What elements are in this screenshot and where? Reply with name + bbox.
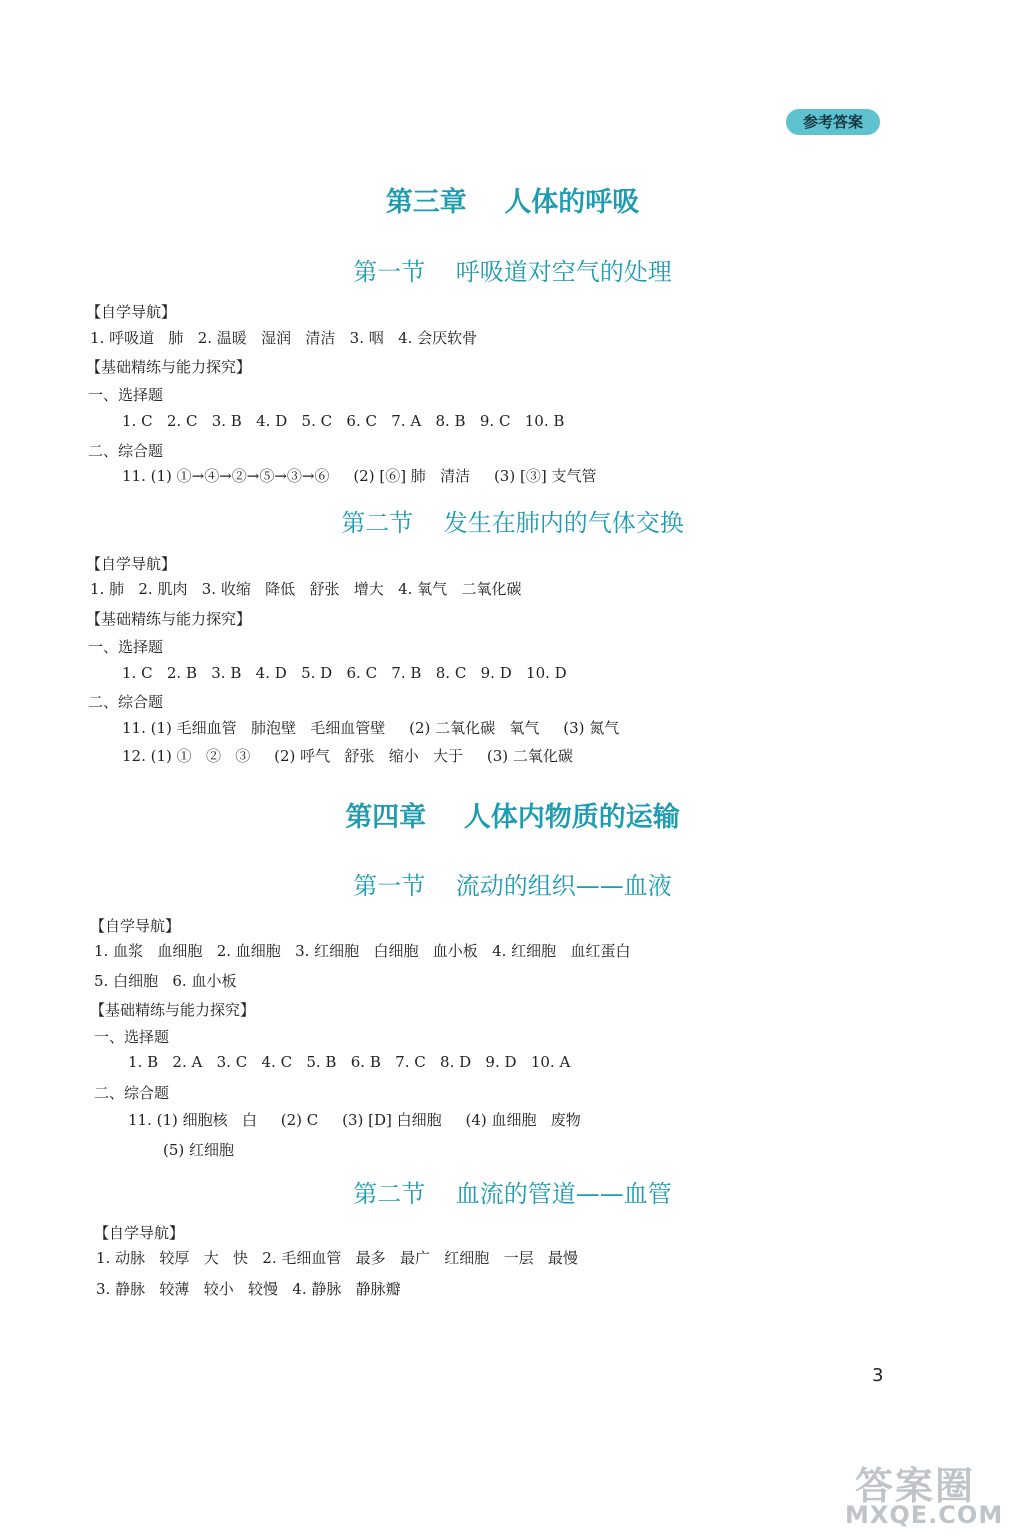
answer-line: 1. 呼吸道 肺 2. 温暖 湿润 清洁 3. 咽 4. 会厌软骨 [90,329,478,347]
answer-line: 5. 白细胞 6. 血小板 [94,972,237,990]
subheading: 【基础精练与能力探究】 [86,358,252,376]
answer-line: 1. C 2. B 3. B 4. D 5. D 6. C 7. B 8. C 9. D 10. D [122,664,567,682]
answer-line: 11. (1) 毛细血管 肺泡壁 毛细血管壁 (2) 二氧化碳 氧气 (3) 氮气 [122,719,620,737]
page-number: 3 [872,1365,884,1386]
answer-line: 3. 静脉 较薄 较小 较慢 4. 静脉 静脉瓣 [96,1280,401,1298]
section-title: 第二节 发生在肺内的气体交换 [341,509,684,537]
question-type-heading: 二、综合题 [88,442,164,460]
watermark-url: MXQE.COM [845,1501,1004,1529]
section-title: 第一节 流动的组织——血液 [353,872,672,900]
subheading: 【自学导航】 [86,555,177,573]
answer-line: 1. C 2. C 3. B 4. D 5. C 6. C 7. A 8. B 9. C 10. B [122,412,565,430]
answer-line: 11. (1) 细胞核 白 (2) C (3) [D] 白细胞 (4) 血细胞 废物 [128,1111,581,1129]
section-title: 第二节 血流的管道——血管 [353,1180,672,1208]
answer-line: 11. (1) ①→④→②→⑤→③→⑥ (2) [⑥] 肺 清洁 (3) [③] 支气管 [122,467,597,485]
watermark-text: 答案圈 [855,1464,976,1508]
subheading: 【自学导航】 [90,917,181,935]
chapter-title: 第四章 人体内物质的运输 [345,802,680,833]
subheading: 【自学导航】 [94,1224,185,1242]
subheading: 【基础精练与能力探究】 [90,1001,256,1019]
question-type-heading: 二、综合题 [88,693,164,711]
answer-key-badge: 参考答案 [786,109,880,135]
question-type-heading: 一、选择题 [88,386,164,404]
answer-line: 1. B 2. A 3. C 4. C 5. B 6. B 7. C 8. D 9. D 10. A [128,1053,571,1071]
answer-line: (5) 红细胞 [163,1141,235,1159]
chapter-title: 第三章 人体的呼吸 [385,187,640,218]
answer-line: 1. 肺 2. 肌肉 3. 收缩 降低 舒张 增大 4. 氧气 二氧化碳 [90,580,522,598]
watermark-logo [845,1455,1015,1530]
question-type-heading: 一、选择题 [88,638,164,656]
question-type-heading: 一、选择题 [94,1028,170,1046]
answer-line: 12. (1) ① ② ③ (2) 呼气 舒张 缩小 大于 (3) 二氧化碳 [122,747,573,765]
subheading: 【基础精练与能力探究】 [86,610,252,628]
question-type-heading: 二、综合题 [94,1084,170,1102]
answer-line: 1. 动脉 较厚 大 快 2. 毛细血管 最多 最广 红细胞 一层 最慢 [96,1249,578,1267]
answer-line: 1. 血浆 血细胞 2. 血细胞 3. 红细胞 白细胞 血小板 4. 红细胞 血红蛋白 [94,942,631,960]
section-title: 第一节 呼吸道对空气的处理 [353,258,672,286]
subheading: 【自学导航】 [86,303,177,321]
